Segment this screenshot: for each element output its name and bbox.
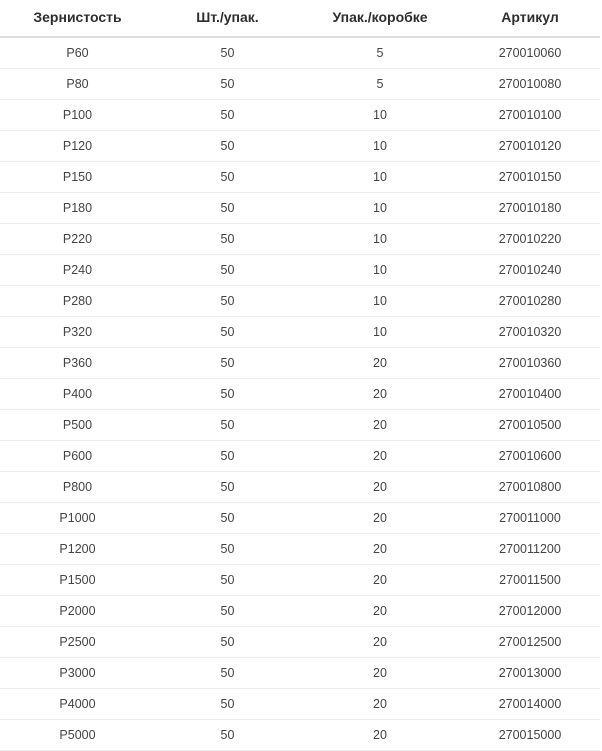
cell-packs-per-box: 10 xyxy=(300,100,460,131)
table-row xyxy=(0,410,600,441)
table-row xyxy=(0,596,600,627)
cell-grit: P600 xyxy=(0,441,155,472)
cell-packs-per-box: 20 xyxy=(300,410,460,441)
table-row xyxy=(0,565,600,596)
cell-pieces-per-pack: 50 xyxy=(155,472,300,503)
cell-packs-per-box: 20 xyxy=(300,596,460,627)
cell-grit: P1000 xyxy=(0,503,155,534)
cell-grit: P320 xyxy=(0,317,155,348)
cell-article: 270010360 xyxy=(460,348,600,379)
cell-packs-per-box: 10 xyxy=(300,286,460,317)
column-header-pieces-per-pack: Шт./упак. xyxy=(155,0,300,37)
table-row xyxy=(0,193,600,224)
cell-article: 270010280 xyxy=(460,286,600,317)
cell-packs-per-box: 5 xyxy=(300,69,460,100)
cell-article: 270010240 xyxy=(460,255,600,286)
cell-article: 270010100 xyxy=(460,100,600,131)
column-header-packs-per-box: Упак./коробке xyxy=(300,0,460,37)
cell-grit: P220 xyxy=(0,224,155,255)
cell-grit: P4000 xyxy=(0,689,155,720)
cell-article: 270010060 xyxy=(460,37,600,69)
cell-article: 270014000 xyxy=(460,689,600,720)
cell-article: 270012500 xyxy=(460,627,600,658)
table-row xyxy=(0,472,600,503)
cell-grit: P180 xyxy=(0,193,155,224)
cell-pieces-per-pack: 50 xyxy=(155,317,300,348)
cell-packs-per-box: 10 xyxy=(300,255,460,286)
cell-pieces-per-pack: 50 xyxy=(155,441,300,472)
cell-article: 270011500 xyxy=(460,565,600,596)
cell-pieces-per-pack: 50 xyxy=(155,596,300,627)
table-row xyxy=(0,658,600,689)
cell-grit: P1500 xyxy=(0,565,155,596)
cell-article: 270010600 xyxy=(460,441,600,472)
cell-packs-per-box: 10 xyxy=(300,162,460,193)
cell-grit: P2000 xyxy=(0,596,155,627)
table-row xyxy=(0,317,600,348)
cell-article: 270011200 xyxy=(460,534,600,565)
cell-article: 270010220 xyxy=(460,224,600,255)
cell-packs-per-box: 20 xyxy=(300,658,460,689)
cell-pieces-per-pack: 50 xyxy=(155,286,300,317)
cell-packs-per-box: 20 xyxy=(300,472,460,503)
cell-pieces-per-pack: 50 xyxy=(155,658,300,689)
cell-article: 270010320 xyxy=(460,317,600,348)
cell-pieces-per-pack: 50 xyxy=(155,100,300,131)
cell-grit: P60 xyxy=(0,37,155,69)
table-row xyxy=(0,627,600,658)
cell-grit: P360 xyxy=(0,348,155,379)
cell-grit: P240 xyxy=(0,255,155,286)
cell-pieces-per-pack: 50 xyxy=(155,224,300,255)
table-row xyxy=(0,131,600,162)
cell-packs-per-box: 10 xyxy=(300,193,460,224)
cell-packs-per-box: 10 xyxy=(300,224,460,255)
cell-article: 270011000 xyxy=(460,503,600,534)
cell-grit: P400 xyxy=(0,379,155,410)
column-header-grit: Зернистость xyxy=(0,0,155,37)
cell-packs-per-box: 20 xyxy=(300,720,460,751)
table-row xyxy=(0,348,600,379)
cell-grit: P5000 xyxy=(0,720,155,751)
cell-pieces-per-pack: 50 xyxy=(155,689,300,720)
table-body xyxy=(0,37,600,751)
table-row xyxy=(0,689,600,720)
table-header xyxy=(0,0,600,37)
cell-pieces-per-pack: 50 xyxy=(155,131,300,162)
cell-packs-per-box: 10 xyxy=(300,317,460,348)
cell-article: 270010500 xyxy=(460,410,600,441)
cell-pieces-per-pack: 50 xyxy=(155,720,300,751)
cell-article: 270013000 xyxy=(460,658,600,689)
cell-packs-per-box: 20 xyxy=(300,534,460,565)
cell-article: 270015000 xyxy=(460,720,600,751)
table-row xyxy=(0,162,600,193)
table-row xyxy=(0,37,600,69)
cell-grit: P80 xyxy=(0,69,155,100)
cell-grit: P1200 xyxy=(0,534,155,565)
cell-grit: P2500 xyxy=(0,627,155,658)
table-row xyxy=(0,69,600,100)
cell-article: 270012000 xyxy=(460,596,600,627)
cell-article: 270010400 xyxy=(460,379,600,410)
cell-pieces-per-pack: 50 xyxy=(155,534,300,565)
cell-article: 270010180 xyxy=(460,193,600,224)
table-header-row xyxy=(0,0,600,37)
cell-grit: P500 xyxy=(0,410,155,441)
table-row xyxy=(0,503,600,534)
cell-grit: P3000 xyxy=(0,658,155,689)
cell-packs-per-box: 20 xyxy=(300,503,460,534)
cell-pieces-per-pack: 50 xyxy=(155,193,300,224)
cell-article: 270010120 xyxy=(460,131,600,162)
table-row xyxy=(0,534,600,565)
cell-pieces-per-pack: 50 xyxy=(155,627,300,658)
cell-pieces-per-pack: 50 xyxy=(155,379,300,410)
cell-grit: P120 xyxy=(0,131,155,162)
cell-pieces-per-pack: 50 xyxy=(155,37,300,69)
table-row xyxy=(0,286,600,317)
cell-article: 270010800 xyxy=(460,472,600,503)
table-row xyxy=(0,224,600,255)
cell-pieces-per-pack: 50 xyxy=(155,348,300,379)
cell-grit: P150 xyxy=(0,162,155,193)
cell-pieces-per-pack: 50 xyxy=(155,410,300,441)
cell-grit: P100 xyxy=(0,100,155,131)
cell-packs-per-box: 20 xyxy=(300,441,460,472)
cell-packs-per-box: 10 xyxy=(300,131,460,162)
cell-packs-per-box: 20 xyxy=(300,627,460,658)
cell-article: 270010150 xyxy=(460,162,600,193)
cell-packs-per-box: 20 xyxy=(300,348,460,379)
cell-grit: P280 xyxy=(0,286,155,317)
cell-pieces-per-pack: 50 xyxy=(155,565,300,596)
table-row xyxy=(0,100,600,131)
cell-pieces-per-pack: 50 xyxy=(155,255,300,286)
cell-grit: P800 xyxy=(0,472,155,503)
cell-packs-per-box: 20 xyxy=(300,379,460,410)
table-row xyxy=(0,255,600,286)
table-row xyxy=(0,379,600,410)
cell-pieces-per-pack: 50 xyxy=(155,69,300,100)
cell-packs-per-box: 5 xyxy=(300,37,460,69)
table-row xyxy=(0,441,600,472)
cell-pieces-per-pack: 50 xyxy=(155,503,300,534)
cell-packs-per-box: 20 xyxy=(300,565,460,596)
column-header-article: Артикул xyxy=(460,0,600,37)
cell-pieces-per-pack: 50 xyxy=(155,162,300,193)
cell-article: 270010080 xyxy=(460,69,600,100)
cell-packs-per-box: 20 xyxy=(300,689,460,720)
table-row xyxy=(0,720,600,751)
